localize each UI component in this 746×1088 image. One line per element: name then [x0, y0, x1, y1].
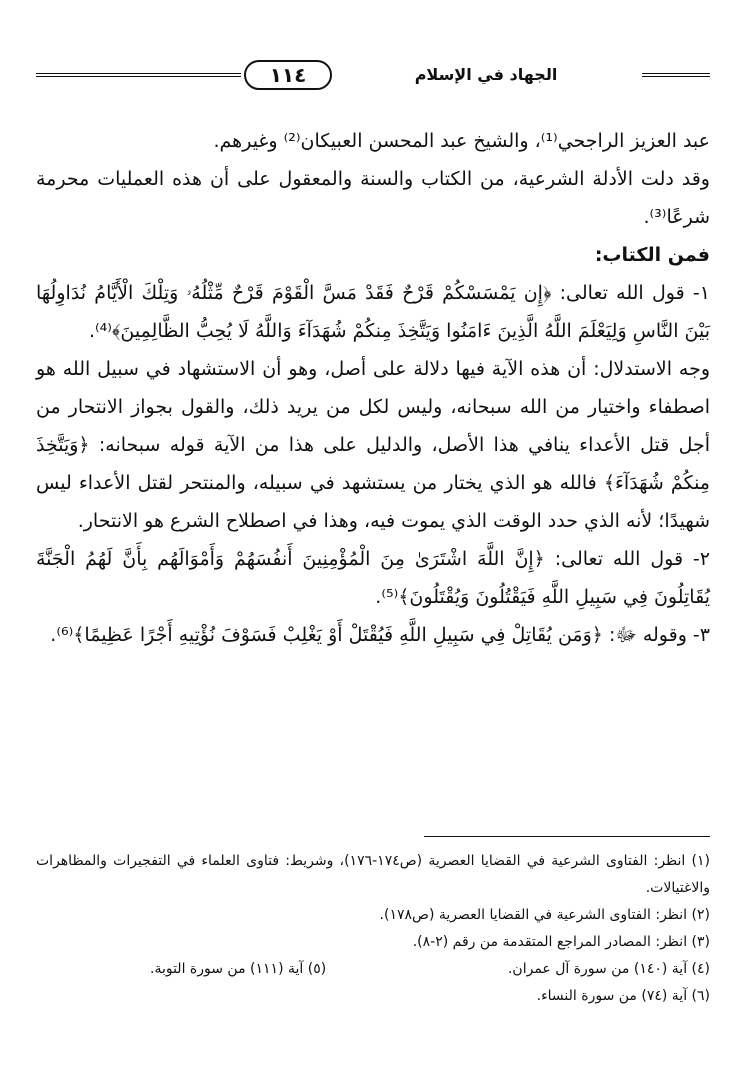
header-rule-right — [642, 73, 710, 77]
verse-1: ﴿إِن يَمْسَسْكُمْ قَرْحٌ فَقَدْ مَسَّ الْقَوْمَ قَرْحٌ مِّثْلُهُۥ وَتِلْكَ الْأَيَّامُ نُدَاوِلُهَا بَيْنَ النَّاسِ وَلِيَعْلَمَ اللَّهُ الَّذِينَ ءَامَنُوا وَيَتَّخِذَ مِنكُمْ شُهَدَآءَ وَاللَّهُ لَا يُحِبُّ الظَّالِمِينَ﴾ — [36, 282, 710, 342]
footnote-5: (٥) آية (١١١) من سورة التوبة. — [150, 961, 327, 977]
page-number: ١١٤ — [244, 60, 332, 90]
paragraph-evidence-3 — [36, 616, 710, 654]
section-heading: فمن الكتاب: — [594, 244, 710, 266]
paragraph-evidence-1 — [36, 274, 710, 350]
footnote-pair — [150, 956, 710, 983]
evidence-1-intro: ١- قول الله تعالى: — [551, 282, 710, 304]
inference-text-a: وجه الاستدلال: أن هذه الآية فيها دلالة على أصل، وهو أن الاستشهاد في سبيل الله هو اصطفاء واختيار من الله سبحانه، وليس لكل من يريد ذلك، والقول بجواز الانتحار من أجل قتل الأعداء ينافي هذا الأصل، والدليل على هذا من الآية قوله سبحانه: — [36, 358, 710, 456]
main-text — [36, 122, 710, 654]
evidence-2-intro: ٢- قول الله تعالى: — [544, 548, 711, 570]
footnote-separator — [424, 836, 710, 837]
footnote-2: (٢) انظر: الفتاوى الشرعية في القضايا العصرية (ص١٧٨). — [379, 907, 710, 923]
verse-2: ﴿إِنَّ اللَّهَ اشْتَرَىٰ مِنَ الْمُؤْمِنِينَ أَنفُسَهُمْ وَأَمْوَالَهُم بِأَنَّ لَهُمُ الْجَنَّةَ يُقَاتِلُونَ فِي سَبِيلِ اللَّهِ فَيَقْتُلُونَ وَيُقْتَلُونَ﴾ — [36, 548, 710, 608]
verse-3-ref: ⁽⁶⁾. — [50, 624, 74, 646]
header-rule-left — [36, 73, 241, 77]
paragraph-inference — [36, 350, 710, 540]
inference-text-b: فالله هو الذي يختار من يستشهد في سبيله، والمنتحر لقتل الأعداء ليس شهيدًا؛ لأنه الذي حدد الوقت الذي يموت فيه، وهذا في اصطلاح الشرع هو الانتحار. — [36, 472, 710, 532]
footnote-6: (٦) آية (٧٤) من سورة النساء. — [536, 988, 710, 1004]
evidence-3-intro: ٣- وقوله ﷻ: — [602, 624, 710, 646]
verse-inline: ﴿وَيَتَّخِذَ مِنكُمْ شُهَدَآءَ﴾ — [36, 434, 710, 494]
footnotes — [36, 848, 710, 1010]
verse-1-ref: ⁽⁴⁾. — [88, 320, 112, 342]
footnote-3: (٣) انظر: المصادر المراجع المتقدمة من رقم (٢-٨). — [412, 934, 710, 950]
footnote-4: (٤) آية (١٤٠) من سورة آل عمران. — [507, 961, 710, 977]
page-header — [36, 58, 710, 98]
paragraph-1: عبد العزيز الراجحي⁽¹⁾، والشيخ عبد المحسن العبيكان⁽²⁾ وغيرهم. — [213, 130, 710, 152]
verse-2-ref: ⁽⁵⁾. — [375, 586, 399, 608]
verse-3: ﴿وَمَن يُقَاتِلْ فِي سَبِيلِ اللَّهِ فَيُقْتَلْ أَوْ يَغْلِبْ فَسَوْفَ نُؤْتِيهِ أَجْرًا عَظِيمًا﴾ — [73, 624, 603, 646]
running-title: الجهاد في الإسلام — [414, 65, 558, 84]
footnote-1: (١) انظر: الفتاوى الشرعية في القضايا العصرية (ص١٧٤-١٧٦)، وشريط: فتاوى العلماء في التفجيرات والمظاهرات والاغتيالات. — [36, 853, 710, 896]
paragraph-evidence-2 — [36, 540, 710, 616]
paragraph-2: وقد دلت الأدلة الشرعية، من الكتاب والسنة والمعقول على أن هذه العمليات محرمة شرعًا⁽³⁾. — [36, 168, 710, 228]
